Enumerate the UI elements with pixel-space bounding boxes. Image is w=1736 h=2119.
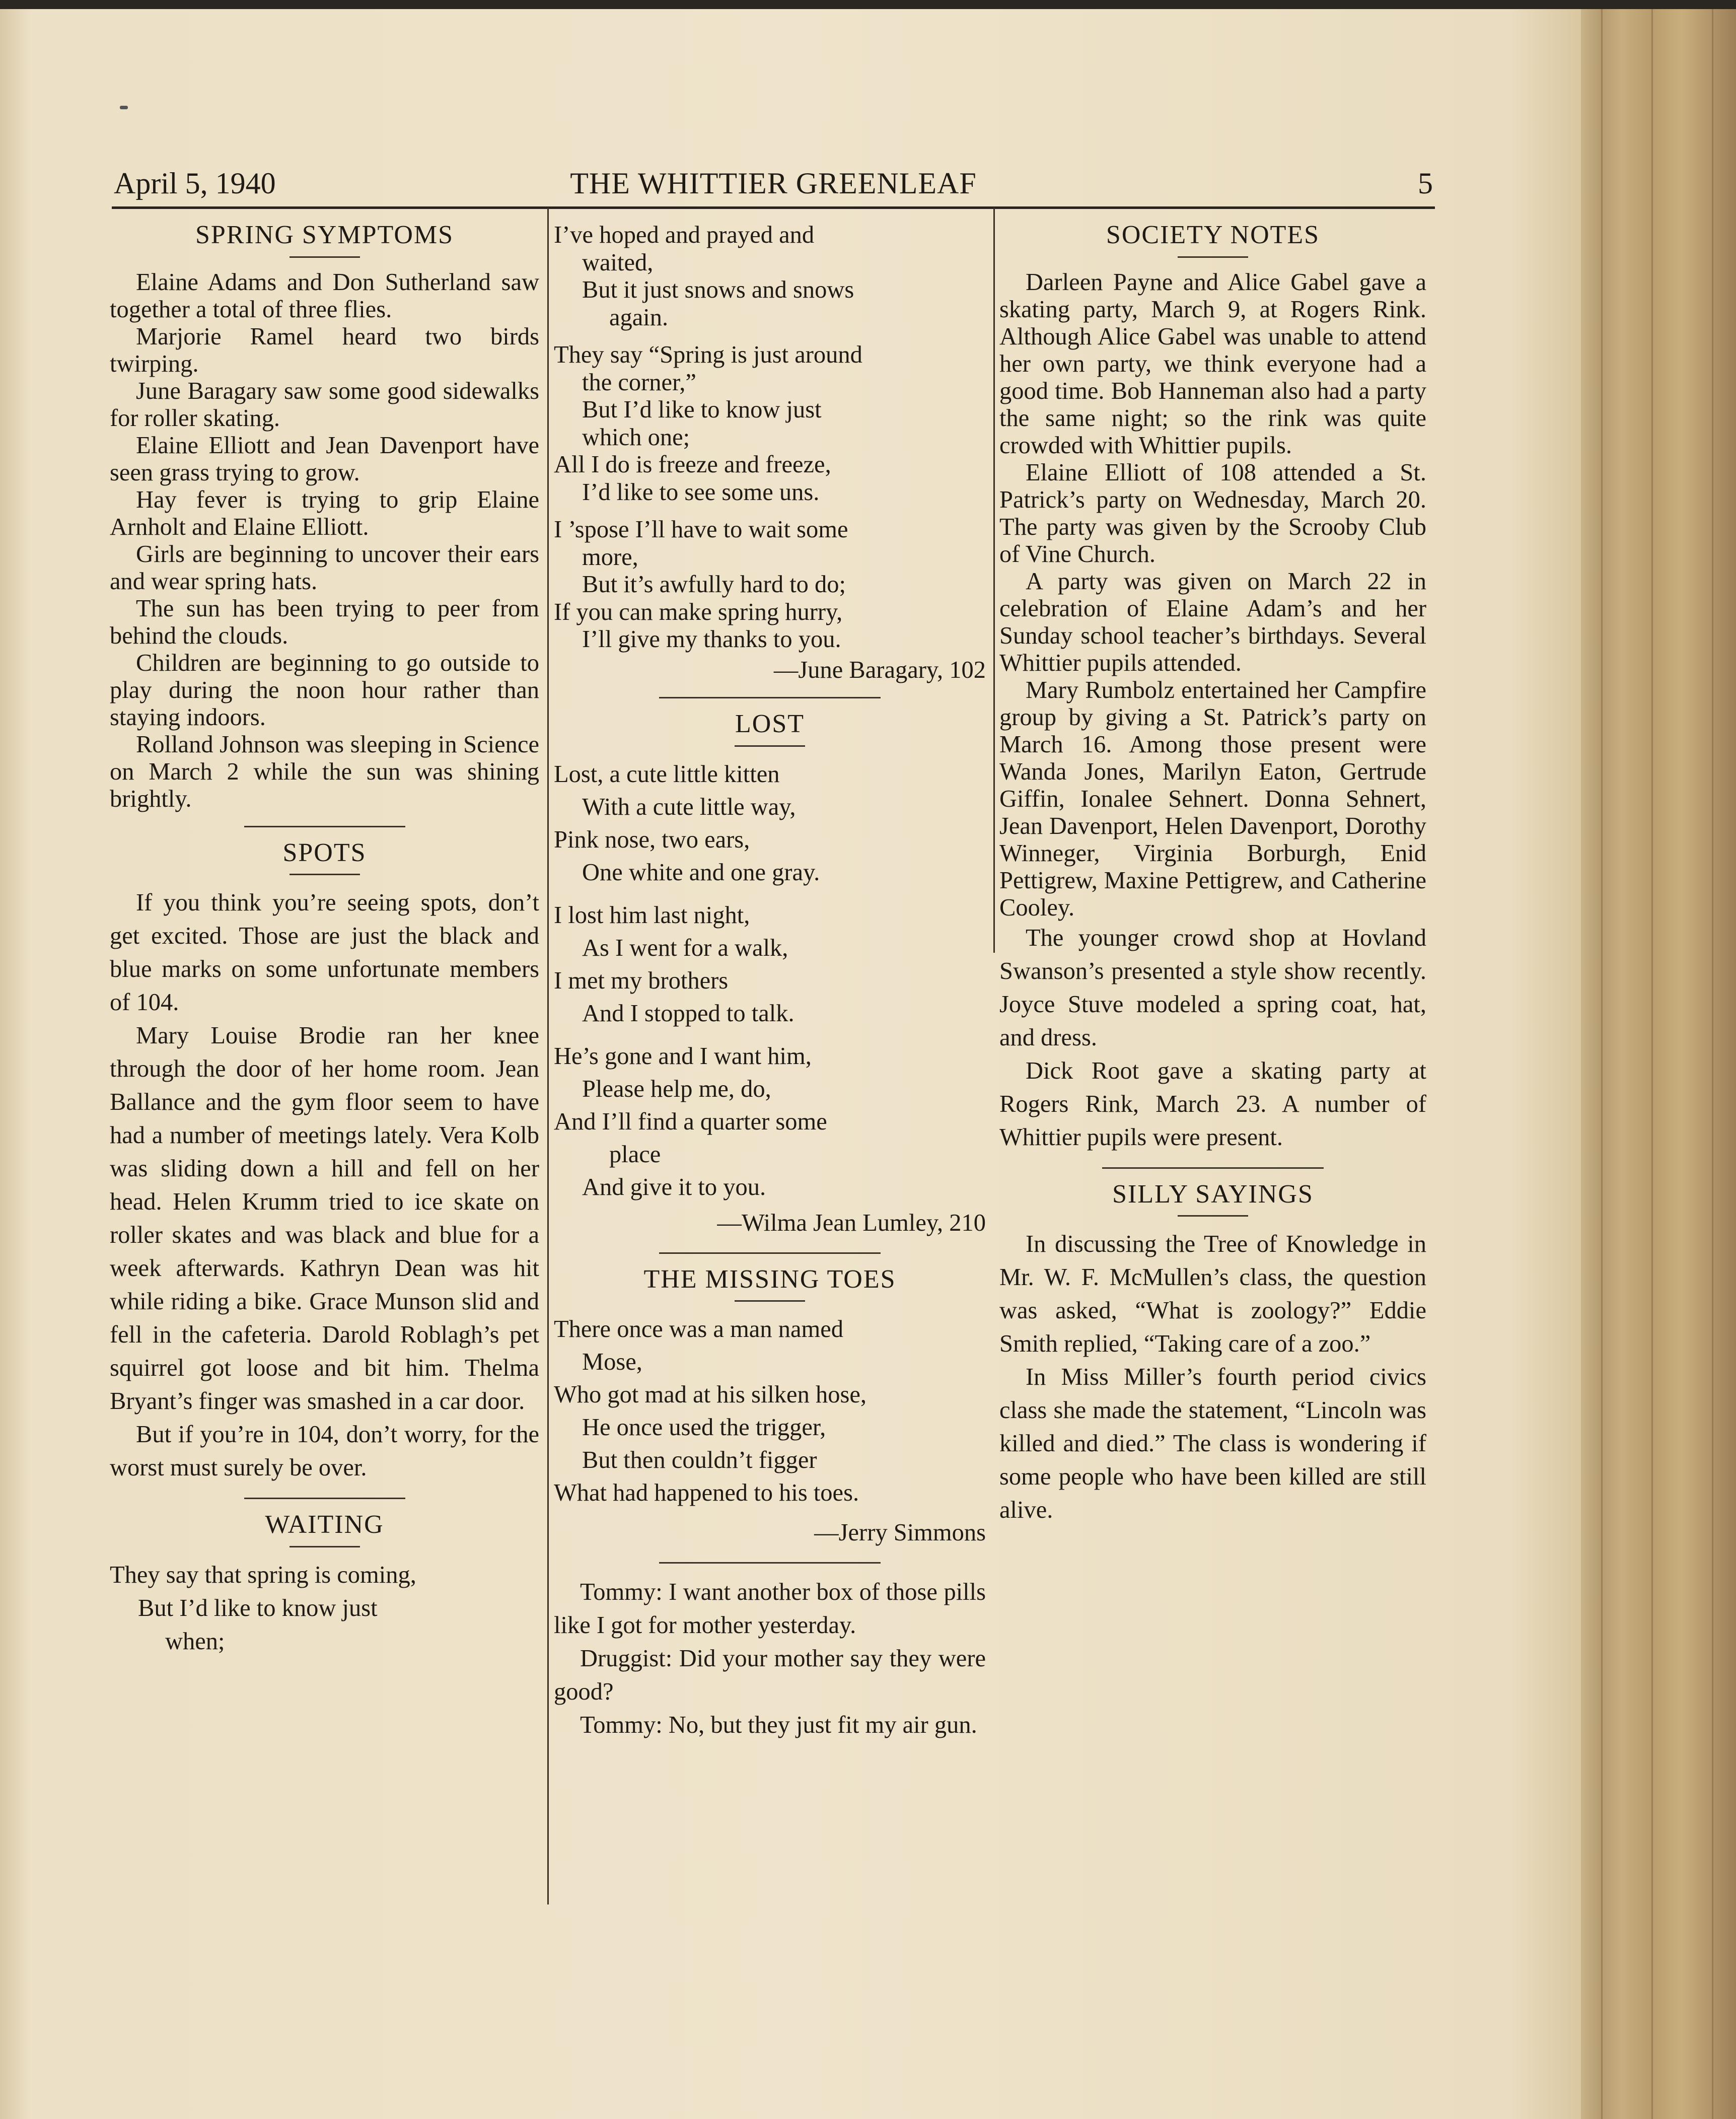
poem-line: With a cute little way, bbox=[582, 793, 796, 820]
poem-line: I lost him last night, bbox=[554, 901, 750, 929]
poem-line: Pink nose, two ears, bbox=[554, 826, 750, 853]
society-notes-heading: SOCIETY NOTES bbox=[1106, 221, 1320, 249]
article-paragraph: Girls are beginning to uncover their ears and wear spring hats. bbox=[110, 540, 539, 595]
newspaper-title: THE WHITTIER GREENLEAF bbox=[570, 167, 977, 200]
joke-line: Tommy: No, but they just fit my air gun. bbox=[580, 1712, 977, 1738]
article-paragraph: Dick Root gave a skating party at Rogers Rink, March 23. A number of Whittier pupils were present. bbox=[999, 1057, 1426, 1151]
poem-line: And I stopped to talk. bbox=[582, 1000, 794, 1027]
article-paragraph: The younger crowd shop at Hovland Swanson’s presented a style show recently. Joyce Stuve modeled a spring coat, hat, and dress. bbox=[999, 924, 1426, 1051]
article-paragraph: Mary Louise Brodie ran her knee through the door of her home room. Jean Ballance and the gym floor seem to have had a number of meetings lately. Vera Kolb was sliding down a hill and fell on her head. Helen Krumm tried to ice skate on roller skates and was black and blue for a week afterwards. Kathryn Dean was hit while riding a bike. Grace Munson slid and fell in the cafeteria. Darold Roblagh’s pet squirrel got loose and bit him. Thelma Bryant’s finger was smashed in a car door. bbox=[110, 1022, 539, 1415]
poem-line: They say that spring is coming, bbox=[110, 1561, 416, 1588]
heading-underline bbox=[290, 256, 360, 258]
poem-line: If you can make spring hurry, bbox=[554, 598, 843, 625]
article-separator bbox=[1102, 1167, 1324, 1169]
poem-line: He once used the trigger, bbox=[582, 1414, 826, 1441]
waiting-heading: WAITING bbox=[265, 1510, 384, 1539]
masthead bbox=[114, 166, 1433, 206]
poem-line: But then couldn’t figger bbox=[582, 1447, 817, 1473]
poem-signature: —June Baragary, 102 bbox=[773, 656, 986, 683]
poem-line: again. bbox=[609, 304, 669, 331]
poem-line: which one; bbox=[582, 423, 690, 451]
joke-line: Tommy: I want another box of those pills like I got for mother yesterday. bbox=[554, 1579, 986, 1639]
joke-line: Druggist: Did your mother say they were good? bbox=[554, 1645, 986, 1705]
poem-line: I’ll give my thanks to you. bbox=[582, 626, 841, 653]
article-paragraph: Darleen Payne and Alice Gabel gave a skating party, March 9, at Rogers Rink. Although Alice Gabel was unable to attend her own party, we think everyone had a good time. Bob Hanneman also had a party the same night; so the rink was quite crowded with Whittier pupils. bbox=[999, 268, 1426, 459]
article-paragraph: In discussing the Tree of Knowledge in Mr. W. F. McMullen’s class, the question was asked, “What is zoology?” Eddie Smith replied, “Taking care of a zoo.” bbox=[999, 1231, 1426, 1357]
poem-line: waited, bbox=[582, 249, 654, 276]
poem-line: But I’d like to know just bbox=[582, 396, 822, 423]
column-1 bbox=[110, 222, 539, 1658]
heading-underline bbox=[1178, 1215, 1248, 1217]
poem-line: They say “Spring is just around bbox=[554, 341, 862, 368]
column-3 bbox=[999, 222, 1426, 1527]
spots-article bbox=[110, 886, 539, 1485]
heading-underline bbox=[290, 874, 360, 875]
lost-heading: LOST bbox=[735, 710, 805, 738]
header-rule bbox=[112, 206, 1435, 209]
article-paragraph: Rolland Johnson was sleeping in Science on March 2 while the sun was shining brightly. bbox=[110, 731, 539, 812]
silly-sayings-article bbox=[999, 1228, 1426, 1527]
spots-heading: SPOTS bbox=[282, 838, 367, 867]
spring-symptoms-heading: SPRING SYMPTOMS bbox=[195, 221, 454, 249]
article-paragraph: A party was given on March 22 in celebration of Elaine Adam’s and her Sunday school teacher’s birthdays. Several Whittier pupils attended. bbox=[999, 568, 1426, 676]
poem-line: place bbox=[609, 1141, 661, 1168]
book-binding bbox=[1581, 9, 1736, 2119]
poem-line: the corner,” bbox=[582, 369, 696, 396]
article-paragraph: Children are beginning to go outside to play during the noon hour rather than staying indoors. bbox=[110, 649, 539, 731]
article-separator bbox=[659, 697, 881, 698]
poem-line: when; bbox=[165, 1628, 225, 1655]
poem-line: And give it to you. bbox=[582, 1173, 766, 1200]
lost-poem bbox=[554, 758, 986, 1239]
article-paragraph: But if you’re in 104, don’t worry, for the worst must surely be over. bbox=[110, 1421, 539, 1481]
article-paragraph: Elaine Elliott and Jean Davenport have seen grass trying to grow. bbox=[110, 432, 539, 486]
article-paragraph: Mary Rumbolz entertained her Campfire group by giving a St. Patrick’s party on March 16. Among those present were Wanda Jones, Marilyn Eaton, Gertrude Giffin, Ionalee Sehnert. Donna Sehnert, Jean Davenport, Helen Davenport, Dorothy Winneger, Virginia Borburgh, Enid Pettigrew, Maxine Pettigrew, and Catherine Cooley. bbox=[999, 676, 1426, 921]
page-number: 5 bbox=[1418, 167, 1433, 200]
poem-line: But I’d like to know just bbox=[138, 1594, 378, 1621]
column-rule-1 bbox=[547, 207, 549, 1904]
missing-toes-poem bbox=[554, 1313, 986, 1549]
article-paragraph: In Miss Miller’s fourth period civics class she made the statement, “Lincoln was killed and died.” The class is wondering if some people who have been killed are still alive. bbox=[999, 1364, 1426, 1523]
ink-smudge bbox=[120, 106, 128, 109]
waiting-poem-continued bbox=[554, 222, 986, 684]
article-separator bbox=[244, 826, 405, 827]
article-separator bbox=[244, 1498, 405, 1499]
article-paragraph: Elaine Adams and Don Sutherland saw together a total of three flies. bbox=[110, 268, 539, 323]
spring-symptoms-article bbox=[110, 269, 539, 813]
poem-line: And I’ll find a quarter some bbox=[554, 1108, 827, 1135]
poem-line: He’s gone and I want him, bbox=[554, 1042, 812, 1070]
silly-sayings-heading: SILLY SAYINGS bbox=[1112, 1179, 1314, 1209]
society-notes-article bbox=[999, 269, 1426, 922]
poem-line: All I do is freeze and freeze, bbox=[554, 451, 831, 478]
article-paragraph: Elaine Elliott of 108 attended a St. Patrick’s party on Wednesday, March 20. The party was given by the Scrooby Club of Vine Church. bbox=[999, 459, 1426, 568]
poem-line: Mose, bbox=[582, 1349, 642, 1375]
poem-line: As I went for a walk, bbox=[582, 934, 788, 961]
column-2 bbox=[554, 222, 986, 1742]
poem-line: I ’spose I’ll have to wait some bbox=[554, 516, 848, 543]
waiting-poem-start bbox=[110, 1559, 539, 1658]
article-paragraph: Marjorie Ramel heard two birds twirping. bbox=[110, 323, 539, 377]
missing-toes-heading: THE MISSING TOES bbox=[643, 1264, 896, 1294]
poem-line: Who got mad at his silken hose, bbox=[554, 1381, 866, 1408]
article-paragraph: If you think you’re seeing spots, don’t get excited. Those are just the black and blue marks on some unfortunate members of 104. bbox=[110, 889, 539, 1016]
poem-line: I met my brothers bbox=[554, 967, 729, 994]
article-separator bbox=[659, 1562, 881, 1564]
poem-signature: —Jerry Simmons bbox=[814, 1519, 986, 1546]
poem-line: Lost, a cute little kitten bbox=[554, 760, 780, 788]
column-rule-2 bbox=[993, 207, 995, 953]
poem-line: But it just snows and snows bbox=[582, 276, 854, 303]
poem-line: I’d like to see some uns. bbox=[582, 478, 820, 506]
poem-signature: —Wilma Jean Lumley, 210 bbox=[717, 1209, 986, 1236]
druggist-joke bbox=[554, 1576, 986, 1742]
society-notes-article-continued bbox=[999, 922, 1426, 1154]
heading-underline bbox=[735, 1300, 805, 1302]
heading-underline bbox=[735, 745, 805, 747]
poem-line: There once was a man named bbox=[554, 1316, 843, 1343]
article-separator bbox=[659, 1252, 881, 1254]
article-paragraph: June Baragary saw some good sidewalks for roller skating. bbox=[110, 377, 539, 432]
poem-line: One white and one gray. bbox=[582, 859, 820, 886]
heading-underline bbox=[1178, 256, 1248, 258]
issue-date: April 5, 1940 bbox=[114, 167, 276, 200]
poem-line: Please help me, do, bbox=[582, 1075, 771, 1102]
poem-line: I’ve hoped and prayed and bbox=[554, 222, 815, 248]
heading-underline bbox=[290, 1546, 360, 1547]
poem-line: more, bbox=[582, 543, 638, 571]
poem-line: What had happened to his toes. bbox=[554, 1479, 859, 1506]
poem-line: But it’s awfully hard to do; bbox=[582, 571, 846, 598]
article-paragraph: The sun has been trying to peer from behind the clouds. bbox=[110, 595, 539, 649]
article-paragraph: Hay fever is trying to grip Elaine Arnholt and Elaine Elliott. bbox=[110, 486, 539, 540]
